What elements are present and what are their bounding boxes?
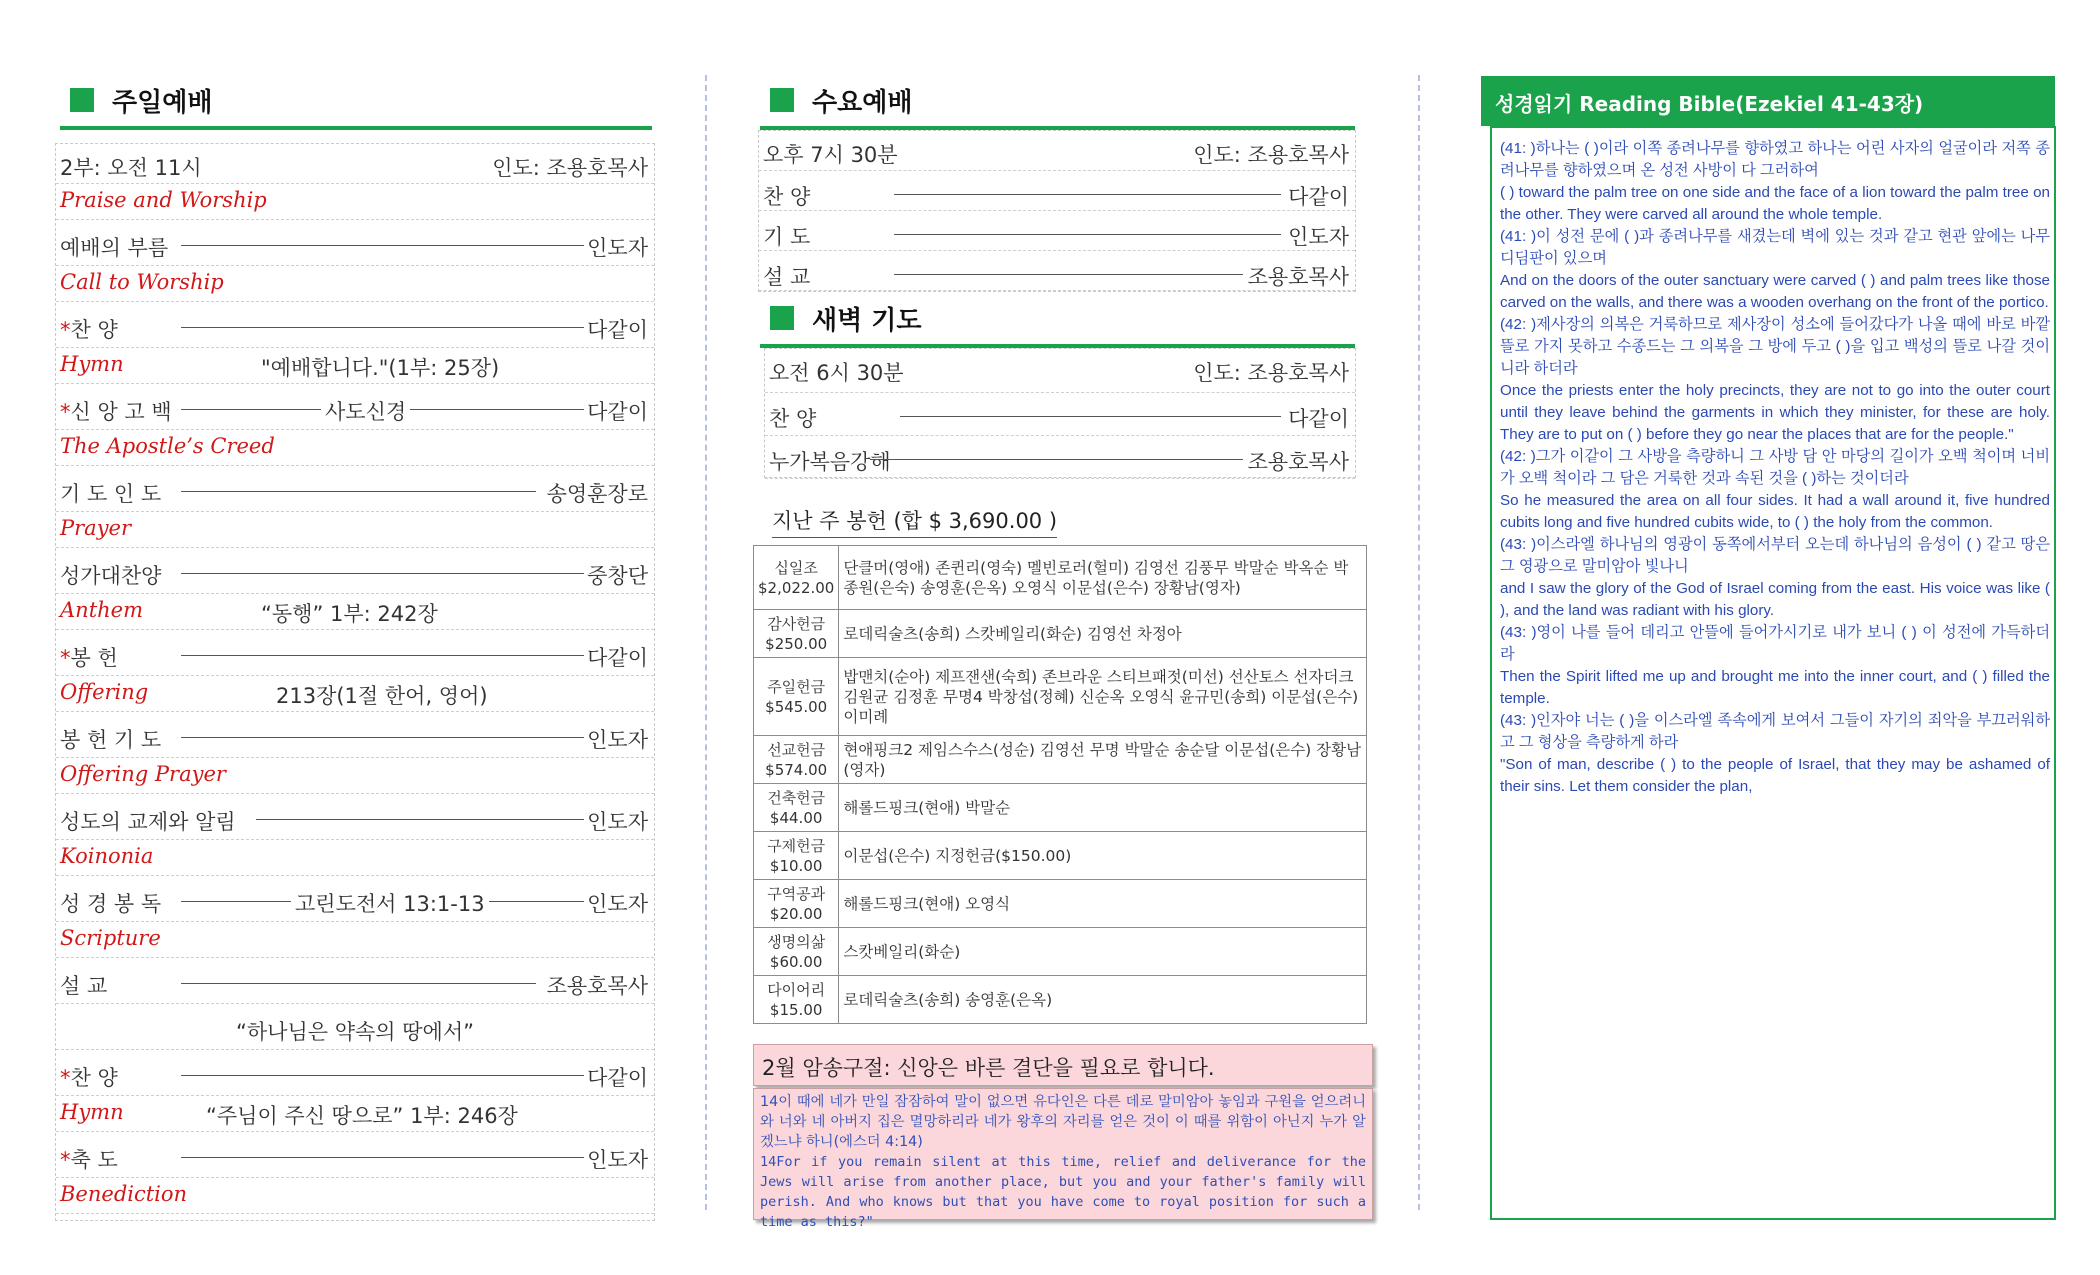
order-leader: 인도자 xyxy=(587,810,648,834)
sunday-header xyxy=(60,78,652,130)
order-label-text: 성가대찬양 xyxy=(60,564,162,588)
green-square-icon xyxy=(770,306,794,330)
offering-category-amount: $60.00 xyxy=(769,952,823,971)
order-english-label: Koinonia xyxy=(60,844,154,868)
order-label xyxy=(60,232,168,262)
order-middle-text: 고린도전서 13:1-13 xyxy=(291,888,489,918)
reading-verse-korean: (41: )하나는 ( )이라 이쪽 종려나무를 향하였고 하나는 어린 사자의 얼굴이라 저쪽 종려나무를 향하였으며 온 성전 사방이 다 그러하여 xyxy=(1500,140,2050,179)
offering-category-amount: $10.00 xyxy=(769,856,823,875)
order-leader: 다같이 xyxy=(1288,185,1349,209)
reading-verse-korean: (43: )영이 나를 들어 데리고 안뜰에 들어가시기로 내가 보니 ( ) 이 성전에 가득하더라 xyxy=(1500,624,2050,663)
order-label-text: 성 경 봉 독 xyxy=(60,892,162,916)
order-label-text: 봉 헌 기 도 xyxy=(60,728,162,752)
order-leader: 중창단 xyxy=(587,564,648,588)
order-english-label: Praise and Worship xyxy=(60,188,267,212)
order-row xyxy=(56,1096,654,1132)
offering-category-amount: $2,022.00 xyxy=(758,578,835,597)
leader-dash-line xyxy=(181,573,584,574)
offering-donors: 해롤드핑크(현애) 오영식 xyxy=(839,880,1367,928)
offering-donors: 해롤드핑크(현애) 박말순 xyxy=(839,784,1367,832)
order-label xyxy=(60,806,236,836)
required-standing-mark: * xyxy=(60,318,71,342)
offering-category-amount: $20.00 xyxy=(769,904,823,923)
order-row xyxy=(56,1050,654,1096)
offering-donors: 로데릭술츠(송희) 송영훈(은옥) xyxy=(839,976,1367,1024)
order-label xyxy=(60,478,161,508)
order-label-text: 기 도 인 도 xyxy=(60,482,162,506)
sunday-leader: 인도: 조용호목사 xyxy=(492,156,648,180)
order-row xyxy=(56,1004,654,1050)
offering-row xyxy=(754,832,1367,880)
order-row xyxy=(56,466,654,512)
order-label: 기 도 xyxy=(763,225,811,249)
sunday-title: 주일예배 xyxy=(112,88,213,118)
order-row xyxy=(759,211,1355,251)
offering-row xyxy=(754,784,1367,832)
order-row xyxy=(56,184,654,220)
offering-category-name: 생명의삶 xyxy=(767,932,826,951)
leader-dash-line xyxy=(256,819,584,820)
required-standing-mark: * xyxy=(60,1066,71,1090)
order-label xyxy=(60,642,118,672)
reading-bible-title: 성경읽기 Reading Bible(Ezekiel 41-43장) xyxy=(1481,76,2055,126)
order-label-text: 성도의 교제와 알림 xyxy=(60,810,236,834)
green-square-icon xyxy=(770,88,794,112)
leader-dash-line xyxy=(181,983,536,984)
order-row xyxy=(759,251,1355,291)
leader-dash-line xyxy=(870,459,1243,460)
order-middle-text: 사도신경 xyxy=(321,396,410,426)
order-label-text: 봉 헌 xyxy=(70,646,118,670)
leader-dash-line xyxy=(181,655,584,656)
order-detail: “동행” 1부: 242장 xyxy=(261,602,438,626)
order-row xyxy=(56,876,654,922)
order-detail: 213장(1절 한어, 영어) xyxy=(276,684,488,708)
wednesday-time-row xyxy=(759,131,1355,171)
offering-donors: 밥맨치(순아) 제프잰샌(숙희) 존브라운 스티브패젓(미선) 선산토스 선자더크 김원균 김정훈 무명4 박창섭(정혜) 신순옥 오영식 윤규민(송희) 이문섭(은수) 이미례 xyxy=(839,658,1367,736)
order-row xyxy=(56,676,654,712)
reading-verse-english: Then the Spirit lifted me up and brought me into the inner court, and ( ) filled the temple. xyxy=(1500,668,2050,707)
order-row xyxy=(56,348,654,384)
offering-category-amount: $250.00 xyxy=(765,634,828,653)
order-leader: 조용호목사 xyxy=(1247,265,1349,289)
offering-category-name: 다이어리 xyxy=(767,980,826,999)
offering-category xyxy=(754,736,839,784)
order-leader: 다같이 xyxy=(587,318,648,342)
order-english-label: Offering Prayer xyxy=(60,762,226,786)
offering-category-name: 십일조 xyxy=(774,558,818,577)
order-label xyxy=(60,970,107,1000)
order-english-label: Hymn xyxy=(60,1100,124,1124)
order-leader: 인도자 xyxy=(587,1148,648,1172)
order-label xyxy=(60,560,161,590)
wednesday-header xyxy=(760,78,1355,130)
order-label xyxy=(60,314,118,344)
reading-verse-english: ( ) toward the palm tree on one side and the face of a lion toward the palm tree on the other. They were carved all around the whole temple. xyxy=(1500,184,2050,223)
offering-row xyxy=(754,880,1367,928)
order-row xyxy=(759,171,1355,211)
sunday-time-row xyxy=(56,144,654,184)
order-english-label: Offering xyxy=(60,680,149,704)
offering-category xyxy=(754,610,839,658)
order-row xyxy=(56,430,654,466)
order-english-label: Call to Worship xyxy=(60,270,224,294)
offering-row xyxy=(754,610,1367,658)
memory-verse-korean: 14이 때에 네가 만일 잠잠하여 말이 없으면 유다인은 다른 데로 말미암아 놓임과 구원을 얻으려니와 너와 네 아버지 집은 멸망하리라 네가 왕후의 자리를 얻은 것이 이 때를 위함이 아닌지 누가 알겠느냐 하니(에스더 4:14) xyxy=(760,1094,1366,1150)
sunday-time: 2부: 오전 11시 xyxy=(60,156,202,180)
order-row xyxy=(56,594,654,630)
leader-dash-line xyxy=(181,1075,584,1076)
reading-verse-korean: (42: )제사장의 의복은 거룩하므로 제사장이 성소에 들어갔다가 나올 때에 바로 바깥뜰로 가지 못하고 수종드는 그 의복을 그 방에 두고 ( )을 입고 백성의 뜰로 나갈 것이니라 하더라 xyxy=(1500,316,2050,377)
reading-verse-english: So he measured the area on all four sides. It had a wall around it, five hundred cubits long and five hundred cubits wide, to ( ) the holy from the common. xyxy=(1500,492,2050,531)
wednesday-title: 수요예배 xyxy=(812,88,913,118)
leader-dash-line xyxy=(181,327,584,328)
order-row xyxy=(56,840,654,876)
offering-category xyxy=(754,928,839,976)
wednesday-time: 오후 7시 30분 xyxy=(763,143,898,167)
offering-donors: 스캇베일리(화순) xyxy=(839,928,1367,976)
order-label-text: 설 교 xyxy=(60,974,108,998)
order-label xyxy=(60,1144,118,1174)
memory-verse-body xyxy=(753,1088,1373,1230)
column-divider-1 xyxy=(705,75,707,1210)
order-row xyxy=(56,712,654,758)
order-label xyxy=(60,396,172,426)
order-leader: 송영훈장로 xyxy=(546,482,648,506)
sermon-title: “하나님은 약속의 땅에서” xyxy=(236,1020,474,1044)
order-label xyxy=(60,1062,118,1092)
offering-category-name: 구역공과 xyxy=(767,884,826,903)
order-row xyxy=(56,384,654,430)
reading-verse-english: and I saw the glory of the God of Israel coming from the east. His voice was like ( ), and the land was radiant with his glory. xyxy=(1500,580,2050,619)
order-detail: “주님이 주신 땅으로” 1부: 246장 xyxy=(206,1104,518,1128)
dawn-leader: 인도: 조용호목사 xyxy=(1193,361,1349,385)
reading-verse-english: And on the doors of the outer sanctuary were carved ( ) and palm trees like those carved on the walls, and there was a wooden overhang on the front of the portico. xyxy=(1500,272,2050,311)
offering-category-amount: $574.00 xyxy=(765,760,828,779)
order-english-label: The Apostle’s Creed xyxy=(60,434,275,458)
order-leader: 다같이 xyxy=(587,1066,648,1090)
order-leader: 다같이 xyxy=(587,400,648,424)
wednesday-order-box xyxy=(758,130,1356,292)
offering-category-name: 주일헌금 xyxy=(767,677,826,696)
order-label xyxy=(60,724,161,754)
offering-donors: 로데릭술츠(송희) 스캇베일리(화순) 김영선 차정아 xyxy=(839,610,1367,658)
order-label-text: 신 앙 고 백 xyxy=(70,400,172,424)
leader-dash-line xyxy=(900,416,1281,417)
offering-row xyxy=(754,736,1367,784)
order-label-text: 찬 양 xyxy=(70,1066,118,1090)
sunday-order-box xyxy=(55,143,655,1221)
order-label: 설 교 xyxy=(763,265,811,289)
order-label-text: 찬 양 xyxy=(70,318,118,342)
offering-title: 지난 주 봉헌 (합 $ 3,690.00 ) xyxy=(772,505,1057,538)
offering-category-name: 건축헌금 xyxy=(767,788,826,807)
order-row xyxy=(56,922,654,958)
offering-category xyxy=(754,832,839,880)
dawn-header xyxy=(760,296,1355,348)
order-row xyxy=(56,794,654,840)
offering-category-amount: $44.00 xyxy=(769,808,823,827)
order-row xyxy=(765,436,1355,479)
reading-verse-korean: (42: )그가 이같이 그 사방을 측량하니 그 사방 담 안 마당의 길이가 오백 척이며 너비가 오백 척이라 그 담은 거룩한 것과 속된 것을 ( )하는 것이더라 xyxy=(1500,448,2050,487)
order-english-label: Benediction xyxy=(60,1182,188,1206)
dawn-time: 오전 6시 30분 xyxy=(769,361,904,385)
order-leader: 다같이 xyxy=(587,646,648,670)
leader-dash-line xyxy=(181,1157,584,1158)
order-label-text: 예배의 부름 xyxy=(60,236,169,260)
memory-verse-english: 14For if you remain silent at this time, relief and deliverance for the Jews will arise from another place, but you and your father's family will perish. And who knows but that you have come to royal position for such a time as this?" xyxy=(760,1154,1366,1230)
offering-category-amount: $545.00 xyxy=(765,697,828,716)
required-standing-mark: * xyxy=(60,400,71,424)
reading-verse-korean: (41: )이 성전 문에 ( )과 종려나무를 새겼는데 벽에 있는 것과 같고 현관 앞에는 나무 디딤판이 있으며 xyxy=(1500,228,2050,267)
order-leader: 인도자 xyxy=(1288,225,1349,249)
order-leader: 인도자 xyxy=(587,728,648,752)
offering-table xyxy=(753,545,1367,1024)
order-label: 누가복음강해 xyxy=(769,450,891,474)
order-leader: 인도자 xyxy=(587,892,648,916)
offering-row xyxy=(754,658,1367,736)
offering-category-amount: $15.00 xyxy=(769,1000,823,1019)
required-standing-mark: * xyxy=(60,1148,71,1172)
order-english-label: Prayer xyxy=(60,516,132,540)
leader-dash-line xyxy=(894,274,1243,275)
offering-category xyxy=(754,880,839,928)
green-square-icon xyxy=(70,88,94,112)
order-row xyxy=(56,958,654,1004)
leader-dash-line xyxy=(894,234,1281,235)
leader-dash-line xyxy=(181,737,584,738)
wednesday-leader: 인도: 조용호목사 xyxy=(1193,143,1349,167)
leader-dash-line xyxy=(181,245,584,246)
reading-verse-korean: (43: )이스라엘 하나님의 영광이 동쪽에서부터 오는데 하나님의 음성이 ( ) 같고 땅은 그 영광으로 말미암아 빛나니 xyxy=(1500,536,2050,575)
order-label xyxy=(60,888,161,918)
required-standing-mark: * xyxy=(60,646,71,670)
order-row xyxy=(56,630,654,676)
dawn-time-row xyxy=(765,349,1355,393)
reading-verse-english: Once the priests enter the holy precincts, they are not to go into the outer court until they leave behind the garments in which they minister, for these are holy. They are to put on ( ) before they go near the places that are for the people." xyxy=(1500,382,2050,443)
offering-donors: 단클머(영애) 존퀸리(영숙) 멜빈로러(헐미) 김영선 김풍무 박말순 박옥순 박종원(은숙) 송영훈(은옥) 오영식 이문섭(은수) 장황남(영자) xyxy=(839,546,1367,610)
offering-donors: 현애핑크2 제임스수스(성순) 김영선 무명 박말순 송순달 이문섭(은수) 장황남(영자) xyxy=(839,736,1367,784)
order-leader: 조용호목사 xyxy=(546,974,648,998)
offering-category xyxy=(754,976,839,1024)
order-label: 찬 양 xyxy=(769,407,817,431)
offering-category-name: 구제헌금 xyxy=(767,836,826,855)
order-leader: 다같이 xyxy=(1288,407,1349,431)
order-label-text: 축 도 xyxy=(70,1148,118,1172)
order-english-label: Anthem xyxy=(60,598,143,622)
offering-category-name: 감사헌금 xyxy=(767,614,826,633)
order-english-label: Scripture xyxy=(60,926,161,950)
offering-donors: 이문섭(은수) 지정헌금($150.00) xyxy=(839,832,1367,880)
offering-category-name: 선교헌금 xyxy=(767,740,826,759)
memory-verse-title: 2월 암송구절: 신앙은 바른 결단을 필요로 합니다. xyxy=(753,1044,1373,1086)
reading-bible-text xyxy=(1500,138,2050,798)
order-row xyxy=(56,302,654,348)
order-row xyxy=(56,266,654,302)
column-divider-2 xyxy=(1418,75,1420,1210)
order-leader: 조용호목사 xyxy=(1247,450,1349,474)
order-row xyxy=(56,758,654,794)
offering-category xyxy=(754,784,839,832)
order-label: 찬 양 xyxy=(763,185,811,209)
offering-category xyxy=(754,546,839,610)
reading-verse-english: "Son of man, describe ( ) to the people of Israel, that they may be ashamed of their sins. Let them consider the plan, xyxy=(1500,756,2050,795)
order-detail: "예배합니다."(1부: 25장) xyxy=(261,356,500,380)
order-row xyxy=(56,512,654,548)
offering-row xyxy=(754,928,1367,976)
order-row xyxy=(56,1132,654,1178)
order-english-label: Hymn xyxy=(60,352,124,376)
reading-verse-korean: (43: )인자야 너는 ( )을 이스라엘 족속에게 보여서 그들이 자기의 죄악을 부끄러워하고 그 형상을 측량하게 하라 xyxy=(1500,712,2050,751)
order-leader: 인도자 xyxy=(587,236,648,260)
leader-dash-line xyxy=(181,491,536,492)
order-row xyxy=(765,393,1355,436)
order-row xyxy=(56,220,654,266)
dawn-title: 새벽 기도 xyxy=(812,306,922,336)
order-row xyxy=(56,548,654,594)
offering-row xyxy=(754,546,1367,610)
offering-category xyxy=(754,658,839,736)
dawn-order-box xyxy=(764,348,1356,478)
order-row xyxy=(56,1178,654,1214)
leader-dash-line xyxy=(894,194,1281,195)
offering-row xyxy=(754,976,1367,1024)
